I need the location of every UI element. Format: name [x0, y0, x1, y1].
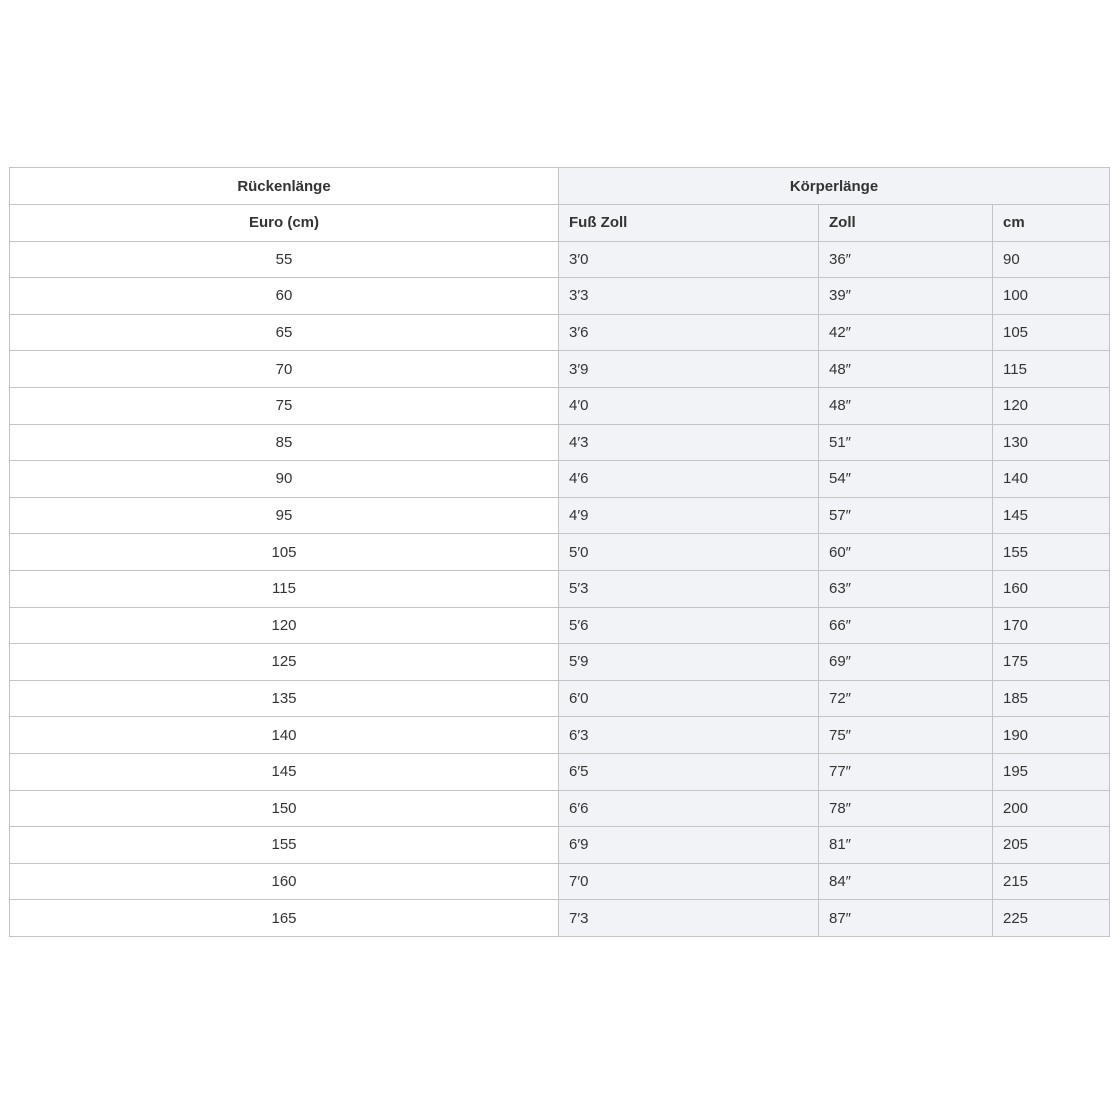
cell-feet-inches: 3′0: [559, 241, 819, 278]
cell-inches: 77″: [819, 753, 993, 790]
table-row: [10, 534, 1110, 571]
cell-inches: 54″: [819, 461, 993, 498]
table-row: [10, 314, 1110, 351]
cell-feet-inches: 3′9: [559, 351, 819, 388]
cell-cm: 190: [993, 717, 1110, 754]
table-row: [10, 644, 1110, 681]
cell-feet-inches: 4′6: [559, 461, 819, 498]
cell-euro-cm: 75: [10, 387, 559, 424]
cell-euro-cm: 135: [10, 680, 559, 717]
cell-inches: 42″: [819, 314, 993, 351]
header-inches: Zoll: [819, 205, 993, 242]
cell-euro-cm: 140: [10, 717, 559, 754]
cell-inches: 48″: [819, 351, 993, 388]
table-row: [10, 680, 1110, 717]
cell-euro-cm: 160: [10, 863, 559, 900]
table-row: [10, 278, 1110, 315]
cell-cm: 155: [993, 534, 1110, 571]
cell-cm: 195: [993, 753, 1110, 790]
cell-feet-inches: 6′0: [559, 680, 819, 717]
cell-euro-cm: 150: [10, 790, 559, 827]
table-row: [10, 351, 1110, 388]
cell-cm: 225: [993, 900, 1110, 937]
cell-euro-cm: 165: [10, 900, 559, 937]
cell-cm: 130: [993, 424, 1110, 461]
table-row: [10, 570, 1110, 607]
cell-cm: 100: [993, 278, 1110, 315]
cell-inches: 75″: [819, 717, 993, 754]
cell-inches: 63″: [819, 570, 993, 607]
table-row: [10, 863, 1110, 900]
table-row: [10, 424, 1110, 461]
cell-euro-cm: 145: [10, 753, 559, 790]
cell-inches: 39″: [819, 278, 993, 315]
cell-euro-cm: 55: [10, 241, 559, 278]
header-body-length: Körperlänge: [559, 168, 1110, 205]
cell-cm: 105: [993, 314, 1110, 351]
table-row: [10, 497, 1110, 534]
cell-cm: 115: [993, 351, 1110, 388]
cell-feet-inches: 6′6: [559, 790, 819, 827]
cell-euro-cm: 120: [10, 607, 559, 644]
cell-cm: 120: [993, 387, 1110, 424]
cell-cm: 140: [993, 461, 1110, 498]
header-feet-inches: Fuß Zoll: [559, 205, 819, 242]
cell-cm: 160: [993, 570, 1110, 607]
cell-inches: 84″: [819, 863, 993, 900]
cell-feet-inches: 7′0: [559, 863, 819, 900]
cell-euro-cm: 155: [10, 827, 559, 864]
cell-euro-cm: 115: [10, 570, 559, 607]
header-euro-cm: Euro (cm): [10, 205, 559, 242]
cell-inches: 51″: [819, 424, 993, 461]
cell-inches: 36″: [819, 241, 993, 278]
cell-euro-cm: 125: [10, 644, 559, 681]
header-cm: cm: [993, 205, 1110, 242]
cell-feet-inches: 4′9: [559, 497, 819, 534]
cell-cm: 200: [993, 790, 1110, 827]
table-row: [10, 241, 1110, 278]
table-row: [10, 717, 1110, 754]
cell-cm: 175: [993, 644, 1110, 681]
cell-feet-inches: 4′3: [559, 424, 819, 461]
cell-feet-inches: 6′5: [559, 753, 819, 790]
cell-cm: 90: [993, 241, 1110, 278]
cell-cm: 205: [993, 827, 1110, 864]
cell-euro-cm: 65: [10, 314, 559, 351]
cell-feet-inches: 6′9: [559, 827, 819, 864]
cell-inches: 78″: [819, 790, 993, 827]
cell-cm: 215: [993, 863, 1110, 900]
cell-feet-inches: 4′0: [559, 387, 819, 424]
cell-feet-inches: 7′3: [559, 900, 819, 937]
sub-header-row: [10, 205, 1110, 242]
cell-cm: 170: [993, 607, 1110, 644]
cell-feet-inches: 5′6: [559, 607, 819, 644]
cell-inches: 60″: [819, 534, 993, 571]
table-row: [10, 753, 1110, 790]
cell-euro-cm: 105: [10, 534, 559, 571]
cell-inches: 72″: [819, 680, 993, 717]
size-chart-table: [9, 167, 1110, 937]
table-row: [10, 461, 1110, 498]
size-table-body: [10, 168, 1110, 937]
cell-inches: 69″: [819, 644, 993, 681]
cell-inches: 66″: [819, 607, 993, 644]
cell-euro-cm: 85: [10, 424, 559, 461]
cell-cm: 145: [993, 497, 1110, 534]
cell-feet-inches: 3′6: [559, 314, 819, 351]
table-row: [10, 790, 1110, 827]
table-row: [10, 900, 1110, 937]
cell-inches: 48″: [819, 387, 993, 424]
cell-feet-inches: 5′0: [559, 534, 819, 571]
header-back-length: Rückenlänge: [10, 168, 559, 205]
cell-inches: 57″: [819, 497, 993, 534]
cell-feet-inches: 3′3: [559, 278, 819, 315]
group-header-row: [10, 168, 1110, 205]
cell-inches: 81″: [819, 827, 993, 864]
cell-euro-cm: 60: [10, 278, 559, 315]
table-row: [10, 607, 1110, 644]
cell-feet-inches: 5′9: [559, 644, 819, 681]
cell-cm: 185: [993, 680, 1110, 717]
cell-euro-cm: 95: [10, 497, 559, 534]
cell-feet-inches: 6′3: [559, 717, 819, 754]
cell-feet-inches: 5′3: [559, 570, 819, 607]
table-row: [10, 387, 1110, 424]
cell-euro-cm: 70: [10, 351, 559, 388]
cell-inches: 87″: [819, 900, 993, 937]
cell-euro-cm: 90: [10, 461, 559, 498]
table-row: [10, 827, 1110, 864]
